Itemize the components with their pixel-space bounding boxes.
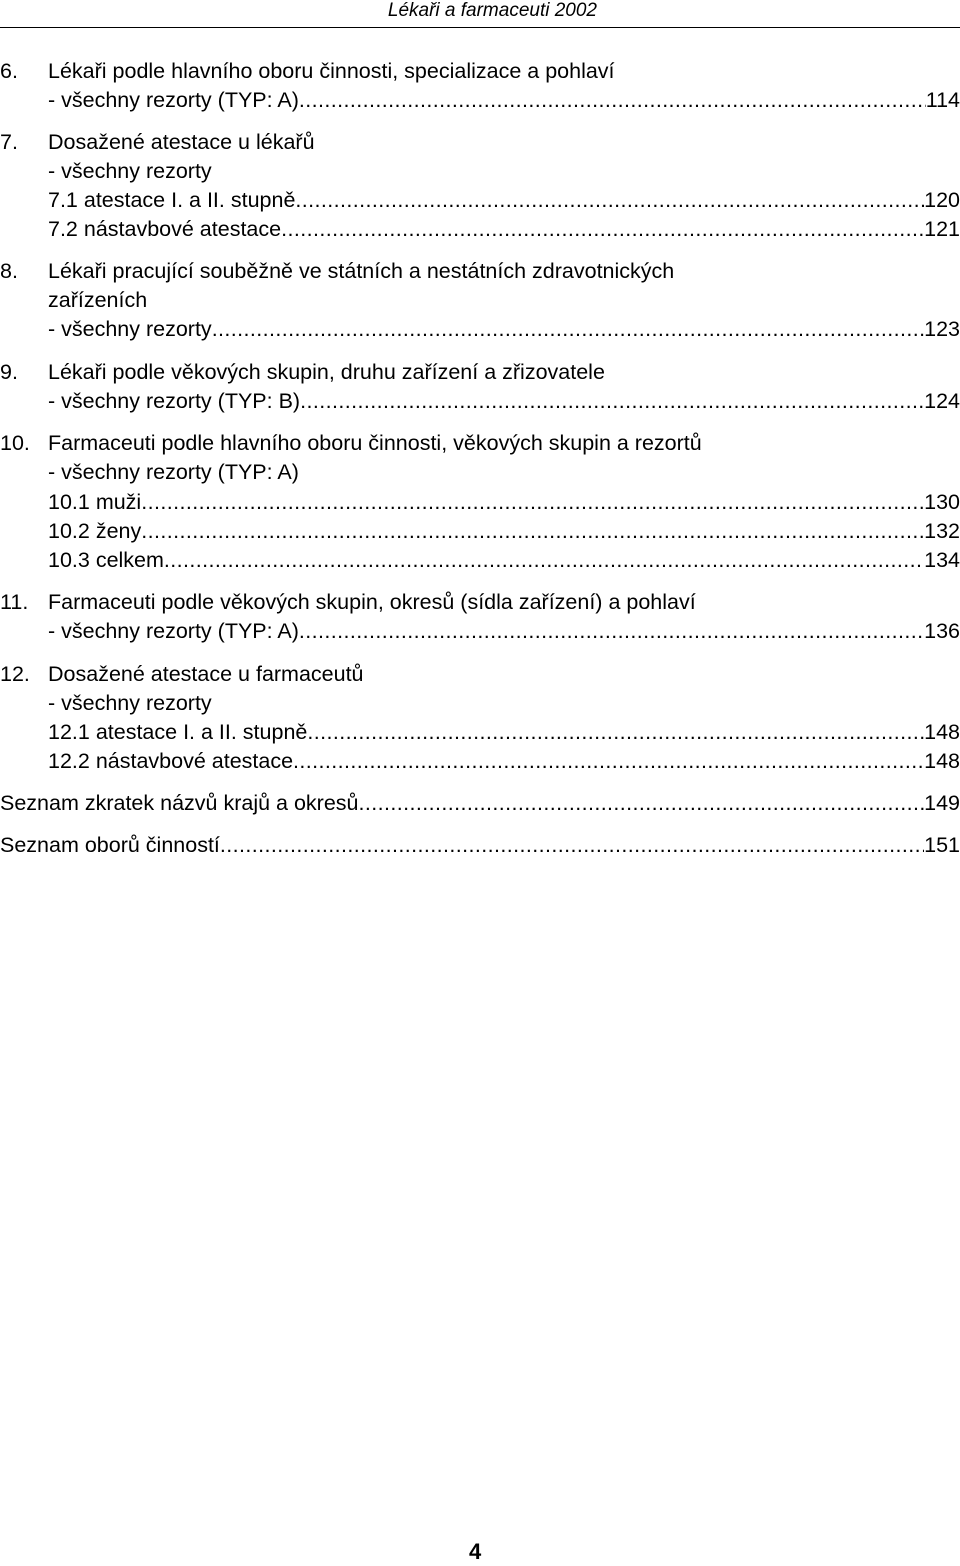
- toc-entry-page: 134: [924, 548, 960, 572]
- toc-entry-page: 123: [924, 317, 960, 341]
- toc-entry: [0, 660, 960, 689]
- toc-entry: [0, 789, 960, 818]
- toc-entry-title: Seznam oborů činností: [0, 833, 220, 857]
- toc-entry-page: 132: [924, 519, 960, 543]
- toc-entry-title: - všechny rezorty (TYP: A): [48, 619, 299, 643]
- dot-leader: [220, 831, 924, 860]
- toc-entry-title: Lékaři podle hlavního oboru činnosti, specializace a pohlaví: [48, 59, 615, 83]
- toc-entry-title: 10.3 celkem: [48, 548, 164, 572]
- toc-entry-title: Farmaceuti podle věkových skupin, okresů (sídla zařízení) a pohlaví: [48, 590, 696, 614]
- dot-leader: [359, 789, 925, 818]
- toc-entry: [0, 718, 960, 747]
- toc-entry-title: 7.1 atestace I. a II. stupně: [48, 188, 296, 212]
- toc-entry-title: Lékaři pracující souběžně ve státních a nestátních zdravotnických: [48, 259, 675, 283]
- toc-entry-title: Farmaceuti podle hlavního oboru činnosti, věkových skupin a rezortů: [48, 431, 702, 455]
- toc-entry: [0, 286, 960, 315]
- toc-entry-number: 11.: [0, 590, 29, 614]
- toc-entry: [0, 517, 960, 546]
- toc-entry-title: Seznam zkratek názvů krajů a okresů: [0, 791, 359, 815]
- toc-entry: [0, 315, 960, 344]
- toc-entry-title: 10.1 muži: [48, 490, 142, 514]
- toc-entry-title: 10.2 ženy: [48, 519, 142, 543]
- toc-entry-title: 12.2 nástavbové atestace: [48, 749, 294, 773]
- toc-entry-page: 120: [924, 188, 960, 212]
- toc-entry: [0, 689, 960, 718]
- dot-leader: [293, 747, 924, 776]
- header-rule: [0, 27, 960, 28]
- toc-entry-title: 12.1 atestace I. a II. stupně: [48, 720, 308, 744]
- toc-entry-number: 6.: [0, 59, 18, 83]
- dot-leader: [299, 617, 924, 646]
- toc-entry: [0, 831, 960, 860]
- toc-entry: [0, 488, 960, 517]
- toc-entry-title: - všechny rezorty: [48, 317, 212, 341]
- toc-entry: [0, 128, 960, 157]
- toc-entry-page: 149: [924, 791, 960, 815]
- toc-entry-page: 124: [924, 389, 960, 413]
- toc-entry-title: zařízeních: [48, 288, 148, 312]
- toc-entry: [0, 429, 960, 458]
- toc-entry-page: 148: [924, 749, 960, 773]
- toc-entry: [0, 186, 960, 215]
- toc-entry: [0, 215, 960, 244]
- toc-entry: [0, 157, 960, 186]
- toc-entry-number: 9.: [0, 360, 18, 384]
- toc-entry: [0, 588, 960, 617]
- toc-entry: [0, 546, 960, 575]
- toc-entry-title: Lékaři podle věkových skupin, druhu zařízení a zřizovatele: [48, 360, 605, 384]
- toc-entry-title: - všechny rezorty (TYP: B): [48, 389, 301, 413]
- toc-entry-title: - všechny rezorty (TYP: A): [48, 460, 299, 484]
- toc-entry-number: 10.: [0, 431, 30, 455]
- toc-entry-title: - všechny rezorty: [48, 159, 212, 183]
- toc-entry-title: - všechny rezorty (TYP: A): [48, 88, 299, 112]
- dot-leader: [307, 718, 924, 747]
- toc-entry: [0, 86, 960, 115]
- page-number: 4: [469, 1539, 482, 1564]
- dot-leader: [299, 86, 926, 115]
- toc-entry-page: 114: [925, 88, 960, 112]
- dot-leader: [295, 186, 924, 215]
- toc-entry: [0, 387, 960, 416]
- toc-entry: [0, 617, 960, 646]
- toc-entry-title: Dosažené atestace u lékařů: [48, 130, 315, 154]
- toc-entry-page: 151: [924, 833, 960, 857]
- toc-entry-page: 136: [924, 619, 960, 643]
- toc-entry-title: Dosažené atestace u farmaceutů: [48, 662, 364, 686]
- dot-leader: [141, 517, 924, 546]
- header-title: Lékaři a farmaceuti 2002: [387, 0, 597, 21]
- toc-entry-page: 121: [924, 217, 960, 241]
- toc-entry-number: 7.: [0, 130, 18, 154]
- dot-leader: [281, 215, 924, 244]
- dot-leader: [164, 546, 924, 575]
- toc-entry-title: 7.2 nástavbové atestace: [48, 217, 282, 241]
- toc-entry-title: - všechny rezorty: [48, 691, 212, 715]
- toc-entry: [0, 458, 960, 487]
- toc-entry: [0, 57, 960, 86]
- toc-entry-page: 148: [924, 720, 960, 744]
- dot-leader: [141, 488, 924, 517]
- toc-entry-number: 8.: [0, 259, 18, 283]
- toc-entry-number: 12.: [0, 662, 30, 686]
- toc-entry: [0, 257, 960, 286]
- dot-leader: [300, 387, 924, 416]
- toc-entry: [0, 358, 960, 387]
- toc-entry-page: 130: [924, 490, 960, 514]
- toc-entry: [0, 747, 960, 776]
- dot-leader: [212, 315, 924, 344]
